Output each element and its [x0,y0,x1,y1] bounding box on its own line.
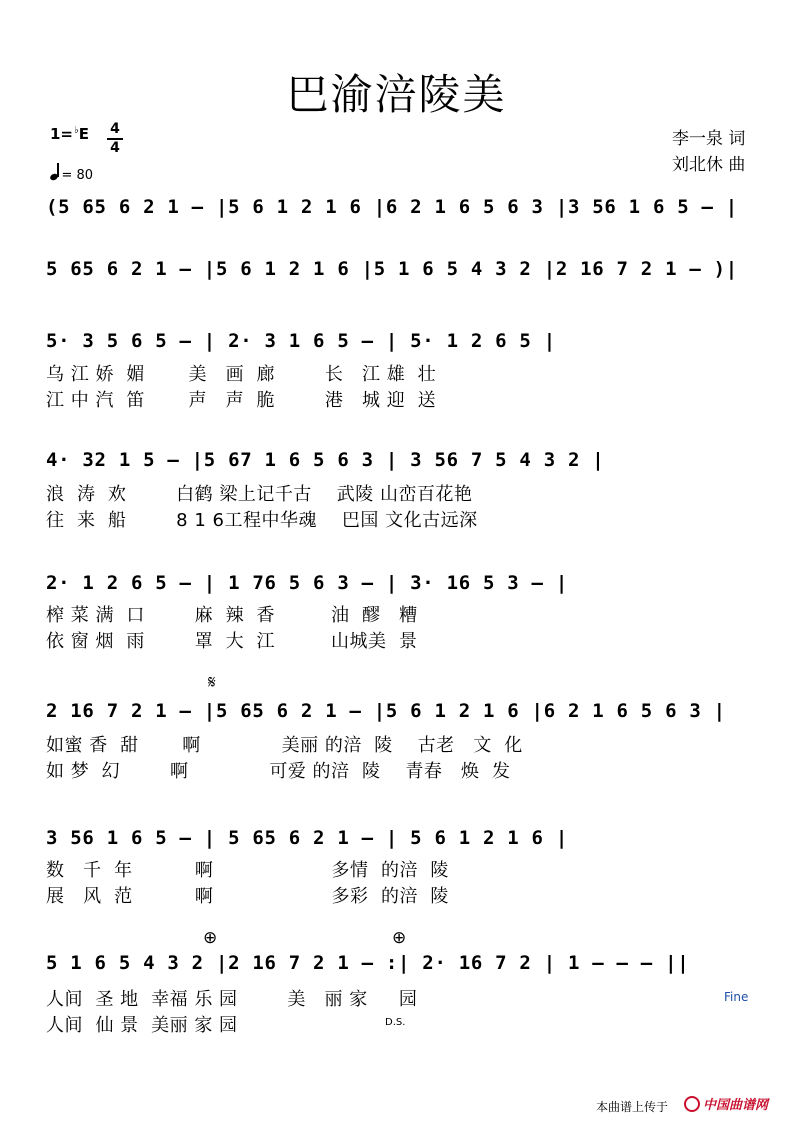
upload-note: 本曲谱上传于 [596,1100,669,1114]
tempo-marking [50,163,93,183]
coda-icon: ⊕ [203,928,218,948]
lyric-line: 乌 江 娇 媚 美 画 廊 长 江 雄 壮 [46,364,437,385]
lyric-line: 如 梦 幻 啊 可爱 的涪 陵 青春 焕 发 [46,761,511,782]
lyric-line: 人间 圣 地 幸福 乐 园 美 丽 家 园 [46,989,418,1010]
notation-system-1: (5 65 6 2 1 — |5 6 1 2 1 6 |6 2 1 6 5 6 3 |3 56 1 6 5 — | [46,196,738,218]
site-logo [684,1094,768,1113]
ds-marking: D.S. [385,1017,406,1028]
lyric-line: 浪 涛 欢 白鹤 梁上记千古 武陵 山峦百花艳 [46,484,473,505]
flat-icon: ♭ [74,125,79,136]
lyric-line: 数 千 年 啊 多情 的涪 陵 [46,860,449,881]
notation-system-5: 2· 1 2 6 5 — | 1 76 5 6 3 — | 3· 16 5 3 — | [46,572,568,594]
lyric-line: 依 窗 烟 雨 罩 大 江 山城美 景 [46,631,418,652]
lyric-line: 人间 仙 景 美丽 家 园 [46,1015,238,1036]
lyric-line: 如蜜 香 甜 啊 美丽 的涪 陵 古老 文 化 [46,735,523,756]
lyric-line: 江 中 汽 笛 声 声 脆 港 城 迎 送 [46,390,437,411]
notation-system-7: 3 56 1 6 5 — | 5 65 6 2 1 — | 5 6 1 2 1 6 | [46,827,568,849]
key-signature [50,125,89,143]
lyric-line: 展 风 范 啊 多彩 的涪 陵 [46,886,449,907]
time-signature [107,122,123,156]
notation-system-2: 5 65 6 2 1 — |5 6 1 2 1 6 |5 1 6 5 4 3 2 |2 16 7 2 1 — )| [46,258,738,280]
lyric-line: 往 来 船 8 1 6工程中华魂 巴国 文化古远深 [46,510,478,531]
notation-system-4: 4· 32 1 5 — |5 67 1 6 5 6 3 | 3 56 7 5 4 3 2 | [46,449,605,471]
page-title: 巴渝涪陵美 [286,70,507,119]
lyricist-credit: 李一泉 词 [672,129,746,149]
logo-icon [684,1096,700,1112]
notation-system-8: 5 1 6 5 4 3 2 |2 16 7 2 1 — :| 2· 16 7 2 | 1 — — — || [46,952,690,974]
quarter-note-icon [49,173,59,182]
key-label: 1= [50,125,74,143]
tempo-value: = 80 [61,168,94,183]
notation-system-3: 5· 3 5 6 5 — | 2· 3 1 6 5 — | 5· 1 2 6 5 | [46,330,556,352]
time-sig-top: 4 [110,121,120,137]
notation-system-6: 2 16 7 2 1 — |5 65 6 2 1 — |5 6 1 2 1 6 |6 2 1 6 5 6 3 | [46,700,726,722]
fine-marking: Fine [724,990,749,1004]
key-note: E [78,125,89,143]
coda-icon: ⊕ [392,928,407,948]
composer-credit: 刘北休 曲 [672,155,746,175]
lyric-line: 榨 菜 满 口 麻 辣 香 油 醪 糟 [46,605,418,626]
segno-icon: 𝄋 [208,672,216,693]
time-sig-bottom: 4 [110,140,120,156]
site-name: 中国曲谱网 [703,1098,769,1113]
